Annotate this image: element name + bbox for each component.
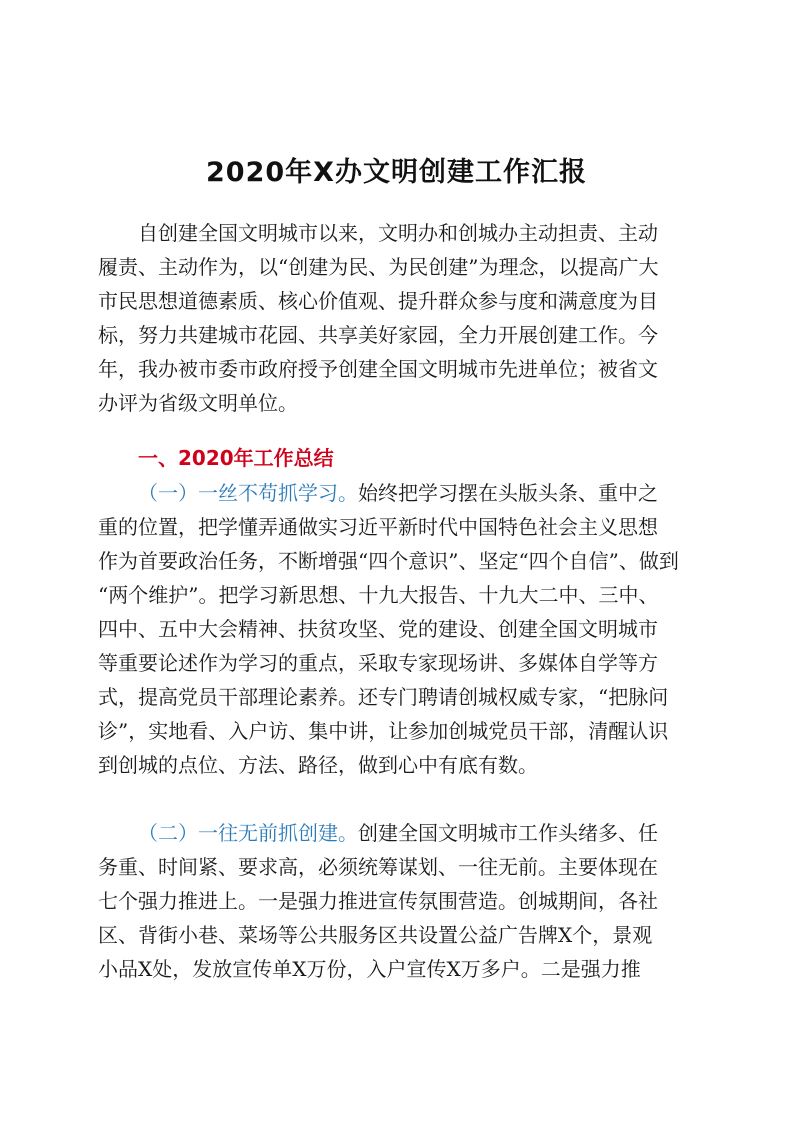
- intro-line: 自创建全国文明城市以来，文明办和创城办主动担责、主动: [138, 221, 658, 245]
- intro-line: 年，我办被市委市政府授予创建全国文明城市先进单位；被省文: [98, 357, 658, 381]
- item2-line: 七个强力推进上。一是强力推进宣传氛围营造。创城期间，各社: [98, 889, 658, 913]
- document-title: 2020年X办文明创建工作汇报: [206, 157, 587, 188]
- intro-line: 市民思想道德素质、核心价值观、提升群众参与度和满意度为目: [98, 289, 658, 313]
- item2-first-line: [98, 816, 698, 850]
- item1-line: 式，提高党员干部理论素养。还专门聘请创城权威专家，“把脉问: [98, 685, 669, 709]
- item1-line: 到创城的点位、方法、路径，做到心中有底有数。: [98, 753, 538, 777]
- item2-label: （二）一往无前抓创建。: [138, 821, 358, 845]
- item1-first-line-text: 始终把学习摆在头版头条、重中之: [358, 481, 658, 505]
- item2-line: 区、背街小巷、菜场等公共服务区共设置公益广告牌X个，景观: [98, 923, 653, 947]
- item1-first-line: [98, 476, 698, 510]
- item2-paragraph: [98, 816, 698, 986]
- item2-line: 务重、时间紧、要求高，必须统筹谋划、一往无前。主要体现在: [98, 855, 658, 879]
- item1-label: （一）一丝不苟抓学习。: [138, 481, 358, 505]
- intro-line: 履责、主动作为，以“创建为民、为民创建”为理念，以提高广大: [98, 255, 659, 279]
- item1-line: “两个维护”。把学习新思想、十九大报告、十九大二中、三中、: [98, 583, 659, 607]
- intro-paragraph: [98, 216, 698, 420]
- item1-paragraph: [98, 476, 698, 782]
- item1-line: 诊”，实地看、入户访、集中讲，让参加创城党员干部，清醒认识: [98, 719, 669, 743]
- item2-first-line-text: 创建全国文明城市工作头绪多、任: [358, 821, 658, 845]
- intro-line: 办评为省级文明单位。: [98, 391, 298, 415]
- item1-line: 重的位置，把学懂弄通做实习近平新时代中国特色社会主义思想: [98, 515, 658, 539]
- item1-line: 作为首要政治任务，不断增强“四个意识”、坚定“四个自信”、做到: [98, 549, 679, 573]
- item1-line: 等重要论述作为学习的重点，采取专家现场讲、多媒体自学等方: [98, 651, 658, 675]
- section-heading: 一、2020年工作总结: [138, 446, 334, 470]
- item1-line: 四中、五中大会精神、扶贫攻坚、党的建设、创建全国文明城市: [98, 617, 658, 641]
- item2-line: 小品X处，发放宣传单X万份，入户宣传X万多户。二是强力推: [98, 957, 641, 981]
- intro-line: 标，努力共建城市花园、共享美好家园，全力开展创建工作。今: [98, 323, 658, 347]
